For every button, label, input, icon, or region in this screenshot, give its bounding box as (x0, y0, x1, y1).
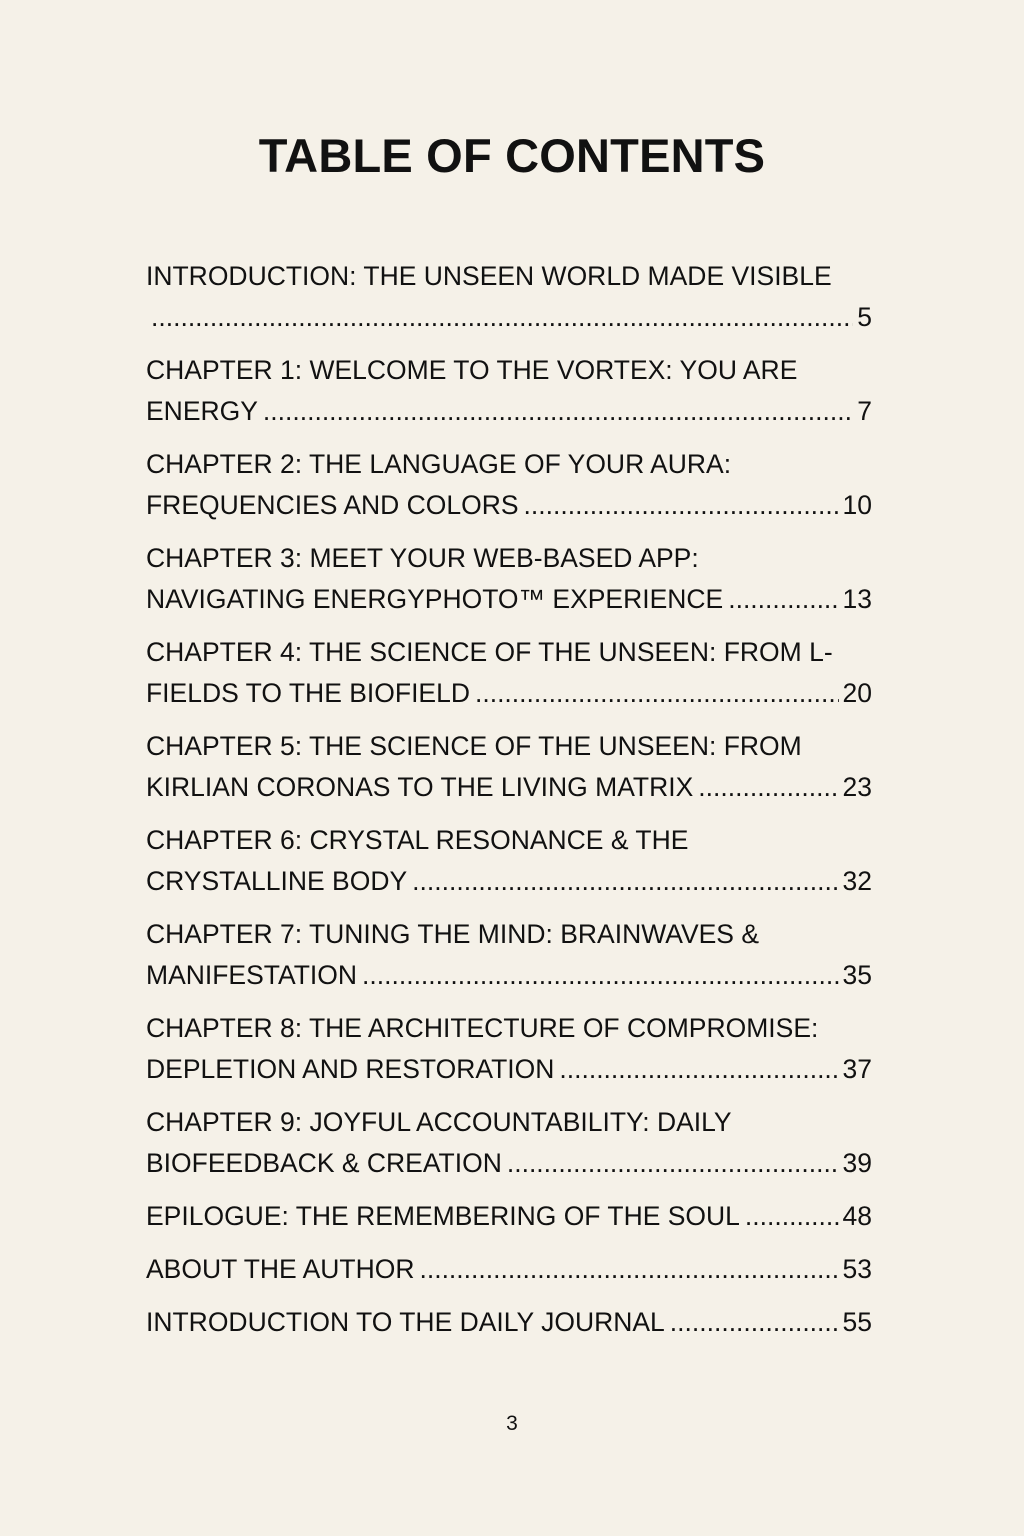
toc-entry-chapter-9[interactable] (146, 1102, 872, 1184)
toc-page-number: 32 (842, 866, 872, 896)
toc-entry-title: ABOUT THE AUTHOR (146, 1254, 415, 1284)
page-number: 3 (506, 1412, 518, 1435)
toc-entry-chapter-5[interactable] (146, 726, 872, 808)
toc-entry-title: ENERGY (146, 396, 258, 426)
toc-entry-line (146, 673, 872, 714)
dot-leader (698, 767, 838, 808)
toc-entry-title: CHAPTER 3: MEET YOUR WEB-BASED APP: (146, 543, 699, 573)
dot-leader (670, 1302, 839, 1343)
dot-leader (524, 485, 839, 526)
toc-entry-line (146, 391, 872, 432)
dot-leader (412, 861, 838, 902)
toc-entry-introduction[interactable] (146, 256, 872, 338)
toc-page-number: 53 (842, 1254, 872, 1284)
toc-entry-title: BIOFEEDBACK & CREATION (146, 1148, 502, 1178)
toc-page-number: 23 (842, 772, 872, 802)
toc-entry-line (146, 914, 872, 955)
toc-entry-title: EPILOGUE: THE REMEMBERING OF THE SOUL (146, 1201, 740, 1231)
toc-entry-line (146, 861, 872, 902)
toc-entry-line (146, 485, 872, 526)
toc-entry-chapter-7[interactable] (146, 914, 872, 996)
toc-entry-title: FIELDS TO THE BIOFIELD (146, 678, 470, 708)
toc-entry-title: CRYSTALLINE BODY (146, 866, 408, 896)
toc-entry-line (146, 444, 872, 485)
toc-entry-chapter-4[interactable] (146, 632, 872, 714)
toc-entry-title: DEPLETION AND RESTORATION (146, 1054, 555, 1084)
toc-entry-title: CHAPTER 8: THE ARCHITECTURE OF COMPROMISE: (146, 1013, 819, 1043)
toc-entry-line (146, 1049, 872, 1090)
toc-entry-line (146, 297, 872, 338)
toc-entry-line (146, 538, 872, 579)
toc-entry-line (146, 350, 872, 391)
dot-leader (419, 1249, 838, 1290)
dot-leader (559, 1049, 838, 1090)
dot-leader (475, 673, 839, 714)
toc-page-number: 13 (842, 584, 872, 614)
toc-entry-title: MANIFESTATION (146, 960, 358, 990)
toc-entry-line (146, 632, 872, 673)
toc-entry-title: NAVIGATING ENERGYPHOTO™ EXPERIENCE (146, 584, 724, 614)
toc-entry-chapter-6[interactable] (146, 820, 872, 902)
dot-leader (728, 579, 838, 620)
toc-entry-line (146, 1302, 872, 1343)
toc-entry-title: CHAPTER 4: THE SCIENCE OF THE UNSEEN: FROM L- (146, 637, 833, 667)
dot-leader (362, 955, 838, 996)
toc-entry-line (146, 1143, 872, 1184)
toc-page-number: 35 (842, 960, 872, 990)
toc-page-number: 7 (857, 396, 872, 426)
toc-entry-line (146, 726, 872, 767)
dot-leader (507, 1143, 839, 1184)
toc-entry-about-the-author[interactable] (146, 1249, 872, 1290)
toc-page-number: 5 (857, 302, 872, 332)
toc-entry-epilogue[interactable] (146, 1196, 872, 1237)
toc-entry-chapter-8[interactable] (146, 1008, 872, 1090)
dot-leader (151, 297, 853, 338)
dot-leader (263, 391, 853, 432)
toc-page-number: 37 (842, 1054, 872, 1084)
toc-list (146, 256, 872, 1343)
toc-entry-line (146, 767, 872, 808)
toc-entry-chapter-2[interactable] (146, 444, 872, 526)
page-title: TABLE OF CONTENTS (258, 129, 766, 182)
dot-leader (745, 1196, 839, 1237)
toc-page-number: 55 (842, 1307, 872, 1337)
toc-entry-title: CHAPTER 6: CRYSTAL RESONANCE & THE (146, 825, 689, 855)
toc-entry-line (146, 955, 872, 996)
toc-entry-title: CHAPTER 2: THE LANGUAGE OF YOUR AURA: (146, 449, 732, 479)
toc-entry-chapter-1[interactable] (146, 350, 872, 432)
toc-entry-line (146, 256, 872, 297)
toc-entry-title: INTRODUCTION TO THE DAILY JOURNAL (146, 1307, 665, 1337)
toc-entry-line (146, 1102, 872, 1143)
toc-entry-line (146, 1249, 872, 1290)
toc-page-number: 20 (842, 678, 872, 708)
toc-entry-line (146, 1196, 872, 1237)
toc-entry-title: INTRODUCTION: THE UNSEEN WORLD MADE VISIBLE (146, 261, 832, 291)
toc-page-number: 39 (842, 1148, 872, 1178)
toc-entry-title: CHAPTER 1: WELCOME TO THE VORTEX: YOU ARE (146, 355, 798, 385)
toc-entry-title: KIRLIAN CORONAS TO THE LIVING MATRIX (146, 772, 694, 802)
toc-entry-chapter-3[interactable] (146, 538, 872, 620)
toc-entry-title: CHAPTER 9: JOYFUL ACCOUNTABILITY: DAILY (146, 1107, 732, 1137)
toc-page-number: 10 (842, 490, 872, 520)
toc-entry-line (146, 579, 872, 620)
toc-entry-line (146, 820, 872, 861)
toc-entry-title: CHAPTER 7: TUNING THE MIND: BRAINWAVES & (146, 919, 760, 949)
toc-entry-title: FREQUENCIES AND COLORS (146, 490, 519, 520)
toc-entry-daily-journal[interactable] (146, 1302, 872, 1343)
toc-entry-line (146, 1008, 872, 1049)
toc-entry-title: CHAPTER 5: THE SCIENCE OF THE UNSEEN: FROM (146, 731, 802, 761)
toc-page-number: 48 (842, 1201, 872, 1231)
